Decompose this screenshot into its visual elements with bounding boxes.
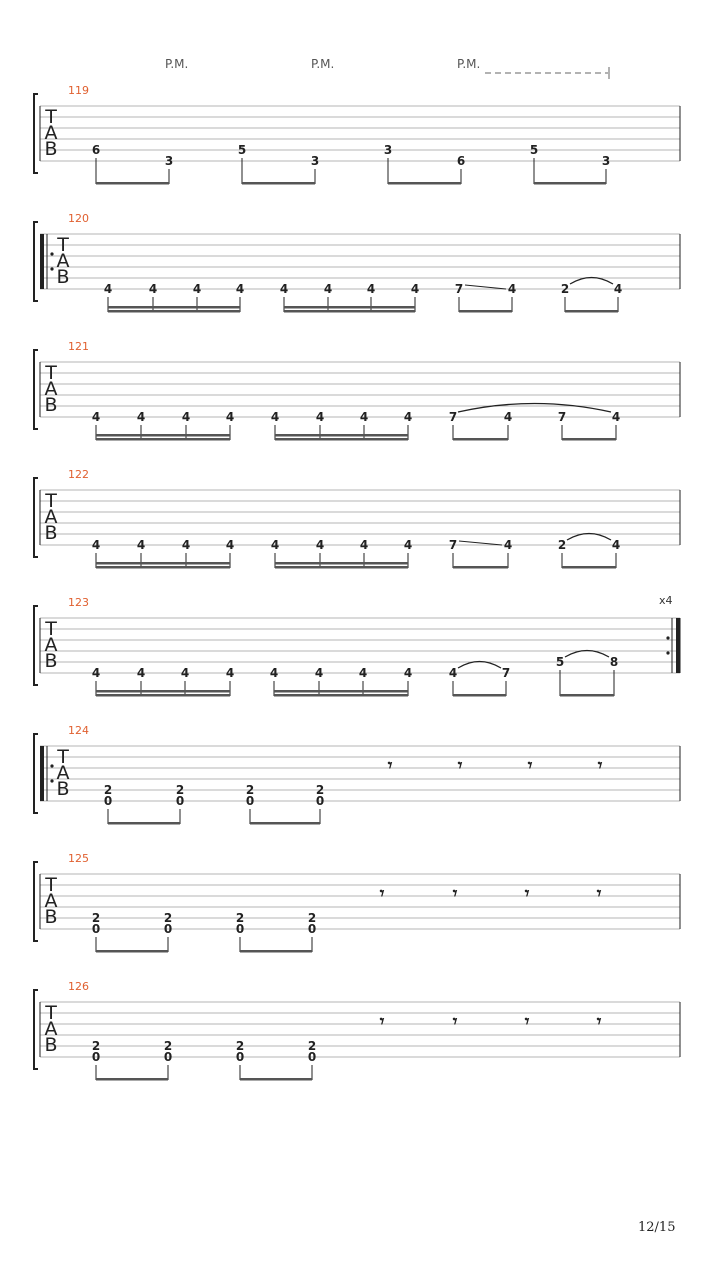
- fret-number: 7: [448, 538, 458, 552]
- beam: [96, 438, 230, 441]
- fret-number: 4: [91, 410, 101, 424]
- slide-line: [459, 541, 502, 545]
- fret-number: 4: [611, 410, 621, 424]
- palm-mute-label: P.M.: [165, 57, 189, 71]
- fret-number: 4: [503, 538, 513, 552]
- tab-clef-letter: B: [56, 778, 70, 800]
- fret-number: 0: [307, 922, 317, 936]
- slur-arc: [458, 404, 611, 413]
- eighth-rest: 𝄾: [524, 1012, 530, 1032]
- beam: [274, 690, 408, 693]
- beam: [562, 438, 616, 441]
- fret-number: 0: [235, 1050, 245, 1064]
- fret-number: 0: [91, 922, 101, 936]
- repeat-dot: [50, 764, 53, 767]
- fret-number: 7: [448, 410, 458, 424]
- fret-number: 4: [315, 410, 325, 424]
- measure-number: 124: [68, 724, 89, 737]
- fret-number: 4: [270, 410, 280, 424]
- beam: [96, 182, 169, 185]
- fret-number: 0: [307, 1050, 317, 1064]
- fret-number: 4: [613, 282, 623, 296]
- system-bracket: [34, 990, 38, 1069]
- fret-number: 8: [609, 655, 619, 669]
- tab-clef-letter: A: [44, 378, 58, 400]
- tab-clef-letter: T: [45, 1002, 57, 1024]
- repeat-dot: [50, 779, 53, 782]
- fret-number: 5: [555, 655, 565, 669]
- tab-clef-letter: T: [57, 234, 69, 256]
- beam: [96, 1078, 168, 1081]
- beam: [560, 694, 614, 697]
- fret-number: 5: [237, 143, 247, 157]
- fret-number: 4: [91, 538, 101, 552]
- fret-number: 2: [315, 783, 325, 797]
- tab-clef-letter: T: [45, 618, 57, 640]
- fret-number: 3: [601, 154, 611, 168]
- fret-number: 2: [245, 783, 255, 797]
- eighth-rest: 𝄾: [387, 756, 393, 776]
- beam: [242, 182, 315, 185]
- eighth-rest: 𝄾: [452, 1012, 458, 1032]
- slide-line: [465, 285, 506, 289]
- fret-number: 2: [91, 911, 101, 925]
- fret-number: 2: [235, 1039, 245, 1053]
- beam: [108, 306, 240, 309]
- tab-clef-letter: B: [44, 650, 58, 672]
- fret-number: 4: [136, 666, 146, 680]
- tab-clef-letter: B: [44, 394, 58, 416]
- fret-number: 7: [501, 666, 511, 680]
- eighth-rest: 𝄾: [596, 884, 602, 904]
- tab-clef-letter: A: [44, 122, 58, 144]
- system-bracket: [34, 94, 38, 173]
- beam: [453, 694, 506, 697]
- fret-number: 4: [503, 410, 513, 424]
- fret-number: 4: [403, 666, 413, 680]
- fret-number: 4: [403, 410, 413, 424]
- fret-number: 4: [148, 282, 158, 296]
- beam: [534, 182, 606, 185]
- tab-clef-letter: B: [44, 138, 58, 160]
- beam: [96, 434, 230, 437]
- fret-number: 0: [163, 1050, 173, 1064]
- fret-number: 0: [91, 1050, 101, 1064]
- system-bracket: [34, 222, 38, 301]
- fret-number: 4: [192, 282, 202, 296]
- fret-number: 0: [315, 794, 325, 808]
- system-bracket: [34, 478, 38, 557]
- fret-number: 4: [358, 666, 368, 680]
- fret-number: 0: [163, 922, 173, 936]
- repeat-start-thick-bar: [40, 234, 44, 289]
- fret-number: 4: [225, 538, 235, 552]
- beam: [96, 562, 230, 565]
- tab-clef-letter: B: [44, 906, 58, 928]
- eighth-rest: 𝄾: [527, 756, 533, 776]
- repeat-dot: [50, 267, 53, 270]
- fret-number: 2: [163, 911, 173, 925]
- repeat-dot: [666, 636, 669, 639]
- palm-mute-label: P.M.: [311, 57, 335, 71]
- fret-number: 0: [175, 794, 185, 808]
- tab-clef-letter: T: [45, 106, 57, 128]
- tab-clef-letter: A: [44, 506, 58, 528]
- fret-number: 4: [403, 538, 413, 552]
- fret-number: 2: [307, 911, 317, 925]
- fret-number: 2: [175, 783, 185, 797]
- eighth-rest: 𝄾: [379, 884, 385, 904]
- fret-number: 4: [270, 538, 280, 552]
- beam: [284, 306, 415, 309]
- fret-number: 7: [557, 410, 567, 424]
- tab-clef-letter: A: [56, 250, 70, 272]
- repeat-start-thick-bar: [40, 746, 44, 801]
- tab-clef-letter: A: [56, 762, 70, 784]
- beam: [562, 566, 616, 569]
- fret-number: 4: [359, 410, 369, 424]
- fret-number: 4: [269, 666, 279, 680]
- beam: [565, 310, 618, 313]
- fret-number: 6: [456, 154, 466, 168]
- tab-clef-letter: T: [45, 362, 57, 384]
- measure-number: 125: [68, 852, 89, 865]
- fret-number: 2: [557, 538, 567, 552]
- eighth-rest: 𝄾: [524, 884, 530, 904]
- fret-number: 4: [136, 410, 146, 424]
- fret-number: 4: [279, 282, 289, 296]
- fret-number: 5: [529, 143, 539, 157]
- fret-number: 4: [448, 666, 458, 680]
- beam: [275, 562, 408, 565]
- beam: [240, 1078, 312, 1081]
- fret-number: 2: [103, 783, 113, 797]
- beam: [284, 310, 415, 313]
- fret-number: 4: [235, 282, 245, 296]
- tab-clef-letter: T: [45, 874, 57, 896]
- beam: [96, 694, 230, 697]
- measure-number: 126: [68, 980, 89, 993]
- beam: [275, 438, 408, 441]
- beam: [453, 438, 508, 441]
- system-bracket: [34, 734, 38, 813]
- eighth-rest: 𝄾: [379, 1012, 385, 1032]
- fret-number: 4: [103, 282, 113, 296]
- fret-number: 4: [181, 538, 191, 552]
- repeat-end-thick-bar: [676, 618, 680, 673]
- beam: [96, 950, 168, 953]
- fret-number: 4: [507, 282, 517, 296]
- beam: [275, 434, 408, 437]
- measure-number: 120: [68, 212, 89, 225]
- fret-number: 2: [560, 282, 570, 296]
- fret-number: 2: [91, 1039, 101, 1053]
- tab-clef-letter: A: [44, 634, 58, 656]
- beam: [250, 822, 320, 825]
- tab-clef-letter: A: [44, 890, 58, 912]
- system-bracket: [34, 862, 38, 941]
- fret-number: 4: [136, 538, 146, 552]
- beam: [388, 182, 461, 185]
- eighth-rest: 𝄾: [597, 756, 603, 776]
- eighth-rest: 𝄾: [452, 884, 458, 904]
- tab-clef-letter: T: [45, 490, 57, 512]
- eighth-rest: 𝄾: [596, 1012, 602, 1032]
- fret-number: 2: [307, 1039, 317, 1053]
- measure-number: 119: [68, 84, 89, 97]
- tab-clef-letter: B: [44, 522, 58, 544]
- measure-number: 122: [68, 468, 89, 481]
- beam: [274, 694, 408, 697]
- fret-number: 3: [310, 154, 320, 168]
- tab-clef-letter: T: [57, 746, 69, 768]
- fret-number: 0: [245, 794, 255, 808]
- page-number: 12/15: [638, 1220, 676, 1235]
- system-bracket: [34, 606, 38, 685]
- fret-number: 4: [359, 538, 369, 552]
- fret-number: 4: [315, 538, 325, 552]
- fret-number: 0: [235, 922, 245, 936]
- fret-number: 4: [314, 666, 324, 680]
- system-bracket: [34, 350, 38, 429]
- beam: [240, 950, 312, 953]
- fret-number: 6: [91, 143, 101, 157]
- beam: [96, 566, 230, 569]
- fret-number: 4: [225, 410, 235, 424]
- beam: [108, 310, 240, 313]
- repeat-dot: [666, 651, 669, 654]
- fret-number: 2: [163, 1039, 173, 1053]
- fret-number: 7: [454, 282, 464, 296]
- repeat-dot: [50, 252, 53, 255]
- beam: [96, 690, 230, 693]
- beam: [459, 310, 512, 313]
- tab-clef-letter: B: [56, 266, 70, 288]
- fret-number: 4: [181, 410, 191, 424]
- palm-mute-label: P.M.: [457, 57, 481, 71]
- measure-number: 121: [68, 340, 89, 353]
- fret-number: 2: [235, 911, 245, 925]
- eighth-rest: 𝄾: [457, 756, 463, 776]
- fret-number: 0: [103, 794, 113, 808]
- measure-number: 123: [68, 596, 89, 609]
- beam: [108, 822, 180, 825]
- repeat-count: x4: [659, 594, 673, 607]
- beam: [453, 566, 508, 569]
- tab-clef-letter: A: [44, 1018, 58, 1040]
- beam: [275, 566, 408, 569]
- fret-number: 4: [91, 666, 101, 680]
- fret-number: 4: [225, 666, 235, 680]
- fret-number: 4: [366, 282, 376, 296]
- fret-number: 4: [323, 282, 333, 296]
- fret-number: 4: [611, 538, 621, 552]
- fret-number: 3: [383, 143, 393, 157]
- fret-number: 4: [410, 282, 420, 296]
- fret-number: 3: [164, 154, 174, 168]
- tab-clef-letter: B: [44, 1034, 58, 1056]
- fret-number: 4: [180, 666, 190, 680]
